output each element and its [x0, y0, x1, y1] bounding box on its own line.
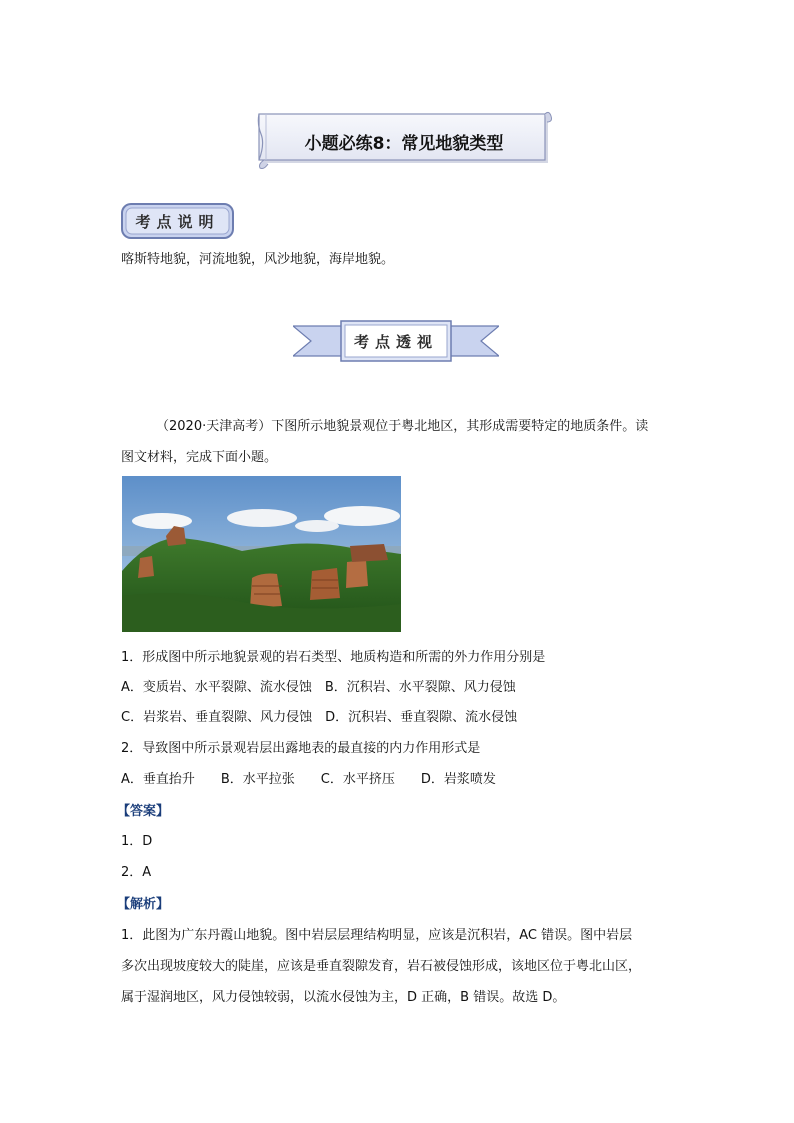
section-badge-exam-focus	[293, 320, 499, 362]
analysis-line-3: 属于湿润地区，风力侵蚀较弱，以流水侵蚀为主，D 正确，B 错误。故选 D。	[121, 990, 566, 1005]
question-1-options-line-1: A．变质岩、水平裂隙、流水侵蚀 B．沉积岩、水平裂隙、风力侵蚀	[121, 680, 516, 695]
analysis-line-2: 多次出现坡度较大的陡崖，应该是垂直裂隙发育，岩石被侵蚀形成，该地区位于粤北山区，	[121, 959, 642, 974]
question-2-options-line-1: A．垂直抬升 B．水平拉张 C．水平挤压 D．岩浆喷发	[121, 772, 496, 787]
question-2-stem: 2．导致图中所示景观岩层出露地表的最直接的内力作用形式是	[121, 741, 481, 756]
danxia-landscape-image	[122, 476, 401, 632]
answer-header: 【答案】	[117, 804, 170, 819]
badge-label: 考点说明	[135, 213, 220, 231]
question-1-options-line-2: C．岩浆岩、垂直裂隙、风力侵蚀 D．沉积岩、垂直裂隙、流水侵蚀	[121, 710, 518, 725]
question-intro-line-1: （2020·天津高考）下图所示地貌景观位于粤北地区，其形成需要特定的地质条件。读	[156, 419, 649, 434]
section-badge-exam-points	[120, 202, 235, 240]
badge-label: 考点透视	[353, 333, 438, 351]
title-banner	[256, 111, 552, 169]
page-title: 小题必练8：常见地貌类型	[304, 134, 504, 154]
answer-2: 2．A	[121, 865, 152, 880]
analysis-header: 【解析】	[117, 897, 170, 912]
analysis-line-1: 1．此图为广东丹霞山地貌。图中岩层层理结构明显，应该是沉积岩，AC 错误。图中岩层	[121, 928, 633, 943]
answer-1: 1．D	[121, 834, 153, 849]
intro-text: 喀斯特地貌，河流地貌，风沙地貌，海岸地貌。	[121, 252, 395, 267]
question-intro-line-2: 图文材料，完成下面小题。	[121, 450, 278, 465]
landform-photo	[122, 476, 401, 632]
question-1-stem: 1．形成图中所示地貌景观的岩石类型、地质构造和所需的外力作用分别是	[121, 650, 546, 665]
